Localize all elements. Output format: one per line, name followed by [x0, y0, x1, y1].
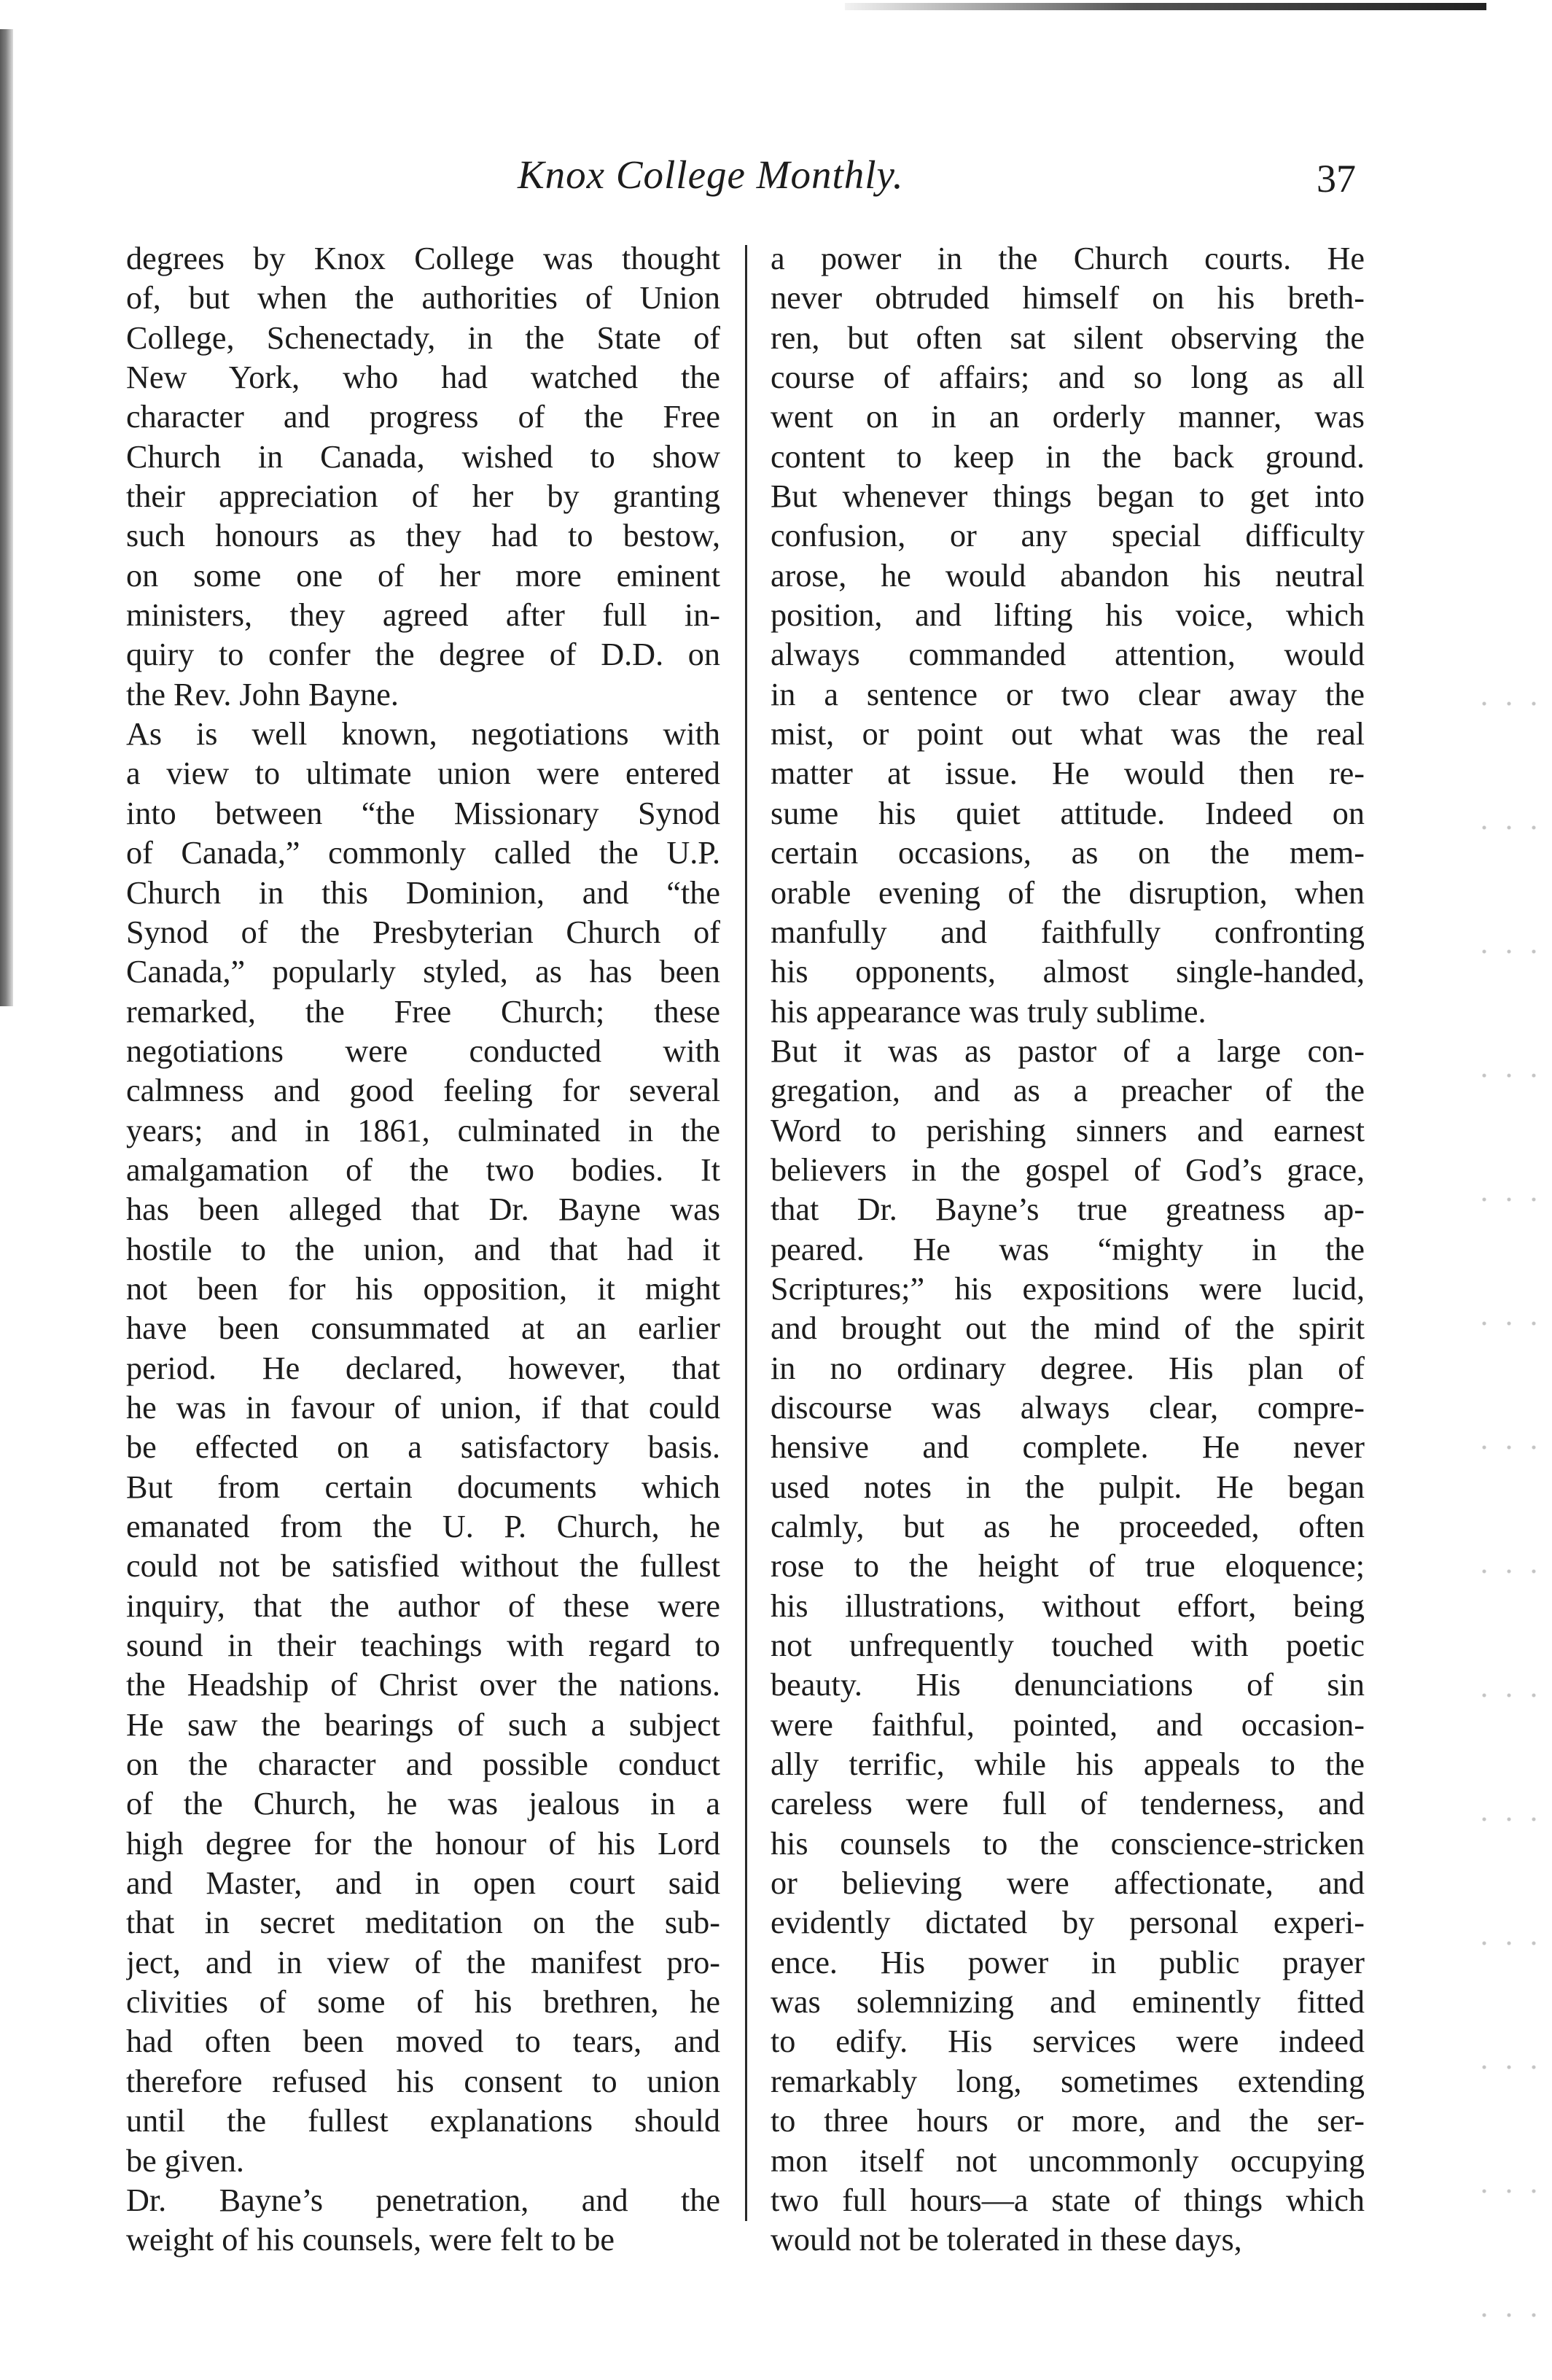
text-line: into between “the Missionary Synod — [126, 795, 720, 831]
text-line: Dr. Bayne’s penetration, and the — [126, 2182, 720, 2218]
text-line: on the character and possible conduct — [126, 1746, 720, 1783]
text-line: of Canada,” commonly called the U.P. — [126, 835, 720, 871]
text-line: Scriptures;” his expositions were lucid, — [771, 1270, 1365, 1307]
left-text-column — [126, 239, 720, 2260]
text-line: always commanded attention, would — [771, 637, 1365, 673]
text-line: went on in an orderly manner, was — [771, 399, 1365, 435]
text-line: not unfrequently touched with poetic — [771, 1628, 1365, 1664]
page-number: 37 — [1317, 157, 1356, 201]
text-line: hensive and complete. He never — [771, 1429, 1365, 1466]
text-line: of, but when the authorities of Union — [126, 280, 720, 316]
text-line: manfully and faithfully confronting — [771, 914, 1365, 950]
text-line: were faithful, pointed, and occasion- — [771, 1706, 1365, 1743]
text-line: and Master, and in open court said — [126, 1865, 720, 1902]
text-line: gregation, and as a preacher of the — [771, 1073, 1365, 1109]
text-line: years; and in 1861, culminated in the — [126, 1112, 720, 1148]
scan-shadow-left — [0, 29, 13, 1006]
text-line: ject, and in view of the manifest pro- — [126, 1944, 720, 1980]
text-line: Word to perishing sinners and earnest — [771, 1112, 1365, 1148]
text-line: orable evening of the disruption, when — [771, 874, 1365, 911]
text-line: ally terrific, while his appeals to the — [771, 1746, 1365, 1783]
text-line: discourse was always clear, compre- — [771, 1389, 1365, 1426]
column-divider — [745, 245, 747, 2221]
text-line: his counsels to the conscience-stricken — [771, 1825, 1365, 1862]
text-line: his opponents, almost single-handed, — [771, 954, 1365, 990]
right-text-column — [771, 239, 1365, 2260]
text-line: clivities of some of his brethren, he — [126, 1984, 720, 2021]
text-line: negotiations were conducted with — [126, 1032, 720, 1069]
text-line: emanated from the U. P. Church, he — [126, 1509, 720, 1544]
text-line: New York, who had watched the — [126, 359, 720, 396]
text-line: remarkably long, sometimes extending — [771, 2063, 1365, 2099]
text-line: that Dr. Bayne’s true greatness ap- — [771, 1191, 1365, 1228]
text-line: would not be tolerated in these days, — [771, 2222, 1242, 2258]
text-line: of the Church, he was jealous in a — [126, 1786, 720, 1822]
text-line: the Rev. John Bayne. — [126, 676, 399, 712]
text-line: to edify. His services were indeed — [771, 2023, 1365, 2060]
text-line: he was in favour of union, if that could — [126, 1389, 720, 1426]
text-line: ministers, they agreed after full in- — [126, 597, 720, 634]
text-line: ren, but often sat silent observing the — [771, 319, 1365, 356]
text-line: have been consummated at an earlier — [126, 1310, 720, 1347]
text-line: confusion, or any special difficulty — [771, 518, 1365, 554]
text-line: matter at issue. He would then re- — [771, 755, 1365, 792]
text-line: peared. He was “mighty in the — [771, 1231, 1365, 1267]
text-line: ence. His power in public prayer — [771, 1944, 1365, 1980]
text-line: period. He declared, however, that — [126, 1350, 720, 1386]
text-line: College, Schenectady, in the State of — [126, 319, 720, 356]
text-line: position, and lifting his voice, which — [771, 597, 1365, 634]
text-line: or believing were affectionate, and — [771, 1865, 1365, 1902]
page-header — [131, 152, 1363, 203]
text-line: degrees by Knox College was thought — [126, 241, 720, 276]
text-line: calmly, but as he proceeded, often — [771, 1509, 1365, 1544]
margin-specks — [1472, 642, 1552, 2319]
text-line: such honours as they had to bestow, — [126, 518, 720, 554]
text-line: was solemnizing and eminently fitted — [771, 1984, 1365, 2021]
text-line: the Headship of Christ over the nations. — [126, 1667, 720, 1703]
text-line: had often been moved to tears, and — [126, 2023, 720, 2060]
text-line: calmness and good feeling for several — [126, 1073, 720, 1109]
text-line: sound in their teachings with regard to — [126, 1628, 720, 1664]
text-line: But from certain documents which — [126, 1469, 720, 1505]
text-line: Canada,” popularly styled, as has been — [126, 954, 720, 990]
text-line: their appreciation of her by granting — [126, 478, 720, 515]
text-line: in no ordinary degree. His plan of — [771, 1350, 1365, 1386]
text-line: and brought out the mind of the spirit — [771, 1310, 1365, 1347]
text-line: As is well known, negotiations with — [126, 716, 720, 752]
text-line: But it was as pastor of a large con- — [771, 1032, 1365, 1069]
text-line: not been for his opposition, it might — [126, 1270, 720, 1307]
text-line: hostile to the union, and that had it — [126, 1231, 720, 1267]
text-line: two full hours—a state of things which — [771, 2182, 1365, 2218]
text-line: a view to ultimate union were entered — [126, 755, 720, 792]
text-line: course of affairs; and so long as all — [771, 359, 1365, 396]
text-line: a power in the Church courts. He — [771, 241, 1365, 276]
text-line: remarked, the Free Church; these — [126, 993, 720, 1030]
text-line: on some one of her more eminent — [126, 557, 720, 594]
text-line: inquiry, that the author of these were — [126, 1587, 720, 1624]
text-line: believers in the gospel of God’s grace, — [771, 1151, 1365, 1188]
text-line: that in secret meditation on the sub- — [126, 1905, 720, 1941]
text-line: be given. — [126, 2142, 244, 2179]
text-line: mon itself not uncommonly occupying — [771, 2142, 1365, 2179]
text-line: arose, he would abandon his neutral — [771, 557, 1365, 594]
running-title: Knox College Monthly. — [518, 152, 904, 197]
text-line: therefore refused his consent to union — [126, 2063, 720, 2099]
text-line: sume his quiet attitude. Indeed on — [771, 795, 1365, 831]
text-line: has been alleged that Dr. Bayne was — [126, 1191, 720, 1228]
text-line: used notes in the pulpit. He began — [771, 1469, 1365, 1505]
text-line: be effected on a satisfactory basis. — [126, 1429, 720, 1466]
text-line: never obtruded himself on his breth- — [771, 280, 1365, 316]
text-line: content to keep in the back ground. — [771, 438, 1365, 475]
text-line: Church in Canada, wished to show — [126, 438, 720, 475]
text-line: high degree for the honour of his Lord — [126, 1825, 720, 1862]
text-line: quiry to confer the degree of D.D. on — [126, 637, 720, 673]
text-line: could not be satisfied without the fullest — [126, 1548, 720, 1584]
text-line: his appearance was truly sublime. — [771, 993, 1206, 1030]
text-line: beauty. His denunciations of sin — [771, 1667, 1365, 1703]
text-line: Synod of the Presbyterian Church of — [126, 914, 720, 950]
text-line: in a sentence or two clear away the — [771, 676, 1365, 712]
text-line: rose to the height of true eloquence; — [771, 1548, 1365, 1584]
text-line: weight of his counsels, were felt to be — [126, 2222, 615, 2258]
text-line: evidently dictated by personal experi- — [771, 1905, 1365, 1941]
text-line: careless were full of tenderness, and — [771, 1786, 1365, 1822]
text-line: to three hours or more, and the ser- — [771, 2103, 1365, 2139]
text-line: But whenever things began to get into — [771, 478, 1365, 515]
text-line: Church in this Dominion, and “the — [126, 874, 720, 911]
text-line: certain occasions, as on the mem- — [771, 835, 1365, 871]
text-line: until the fullest explanations should — [126, 2103, 720, 2139]
scan-shadow-top — [845, 3, 1486, 10]
text-line: mist, or point out what was the real — [771, 716, 1365, 752]
text-line: amalgamation of the two bodies. It — [126, 1151, 720, 1188]
text-line: He saw the bearings of such a subject — [126, 1706, 720, 1743]
text-line: character and progress of the Free — [126, 399, 720, 435]
text-line: his illustrations, without effort, being — [771, 1587, 1365, 1624]
